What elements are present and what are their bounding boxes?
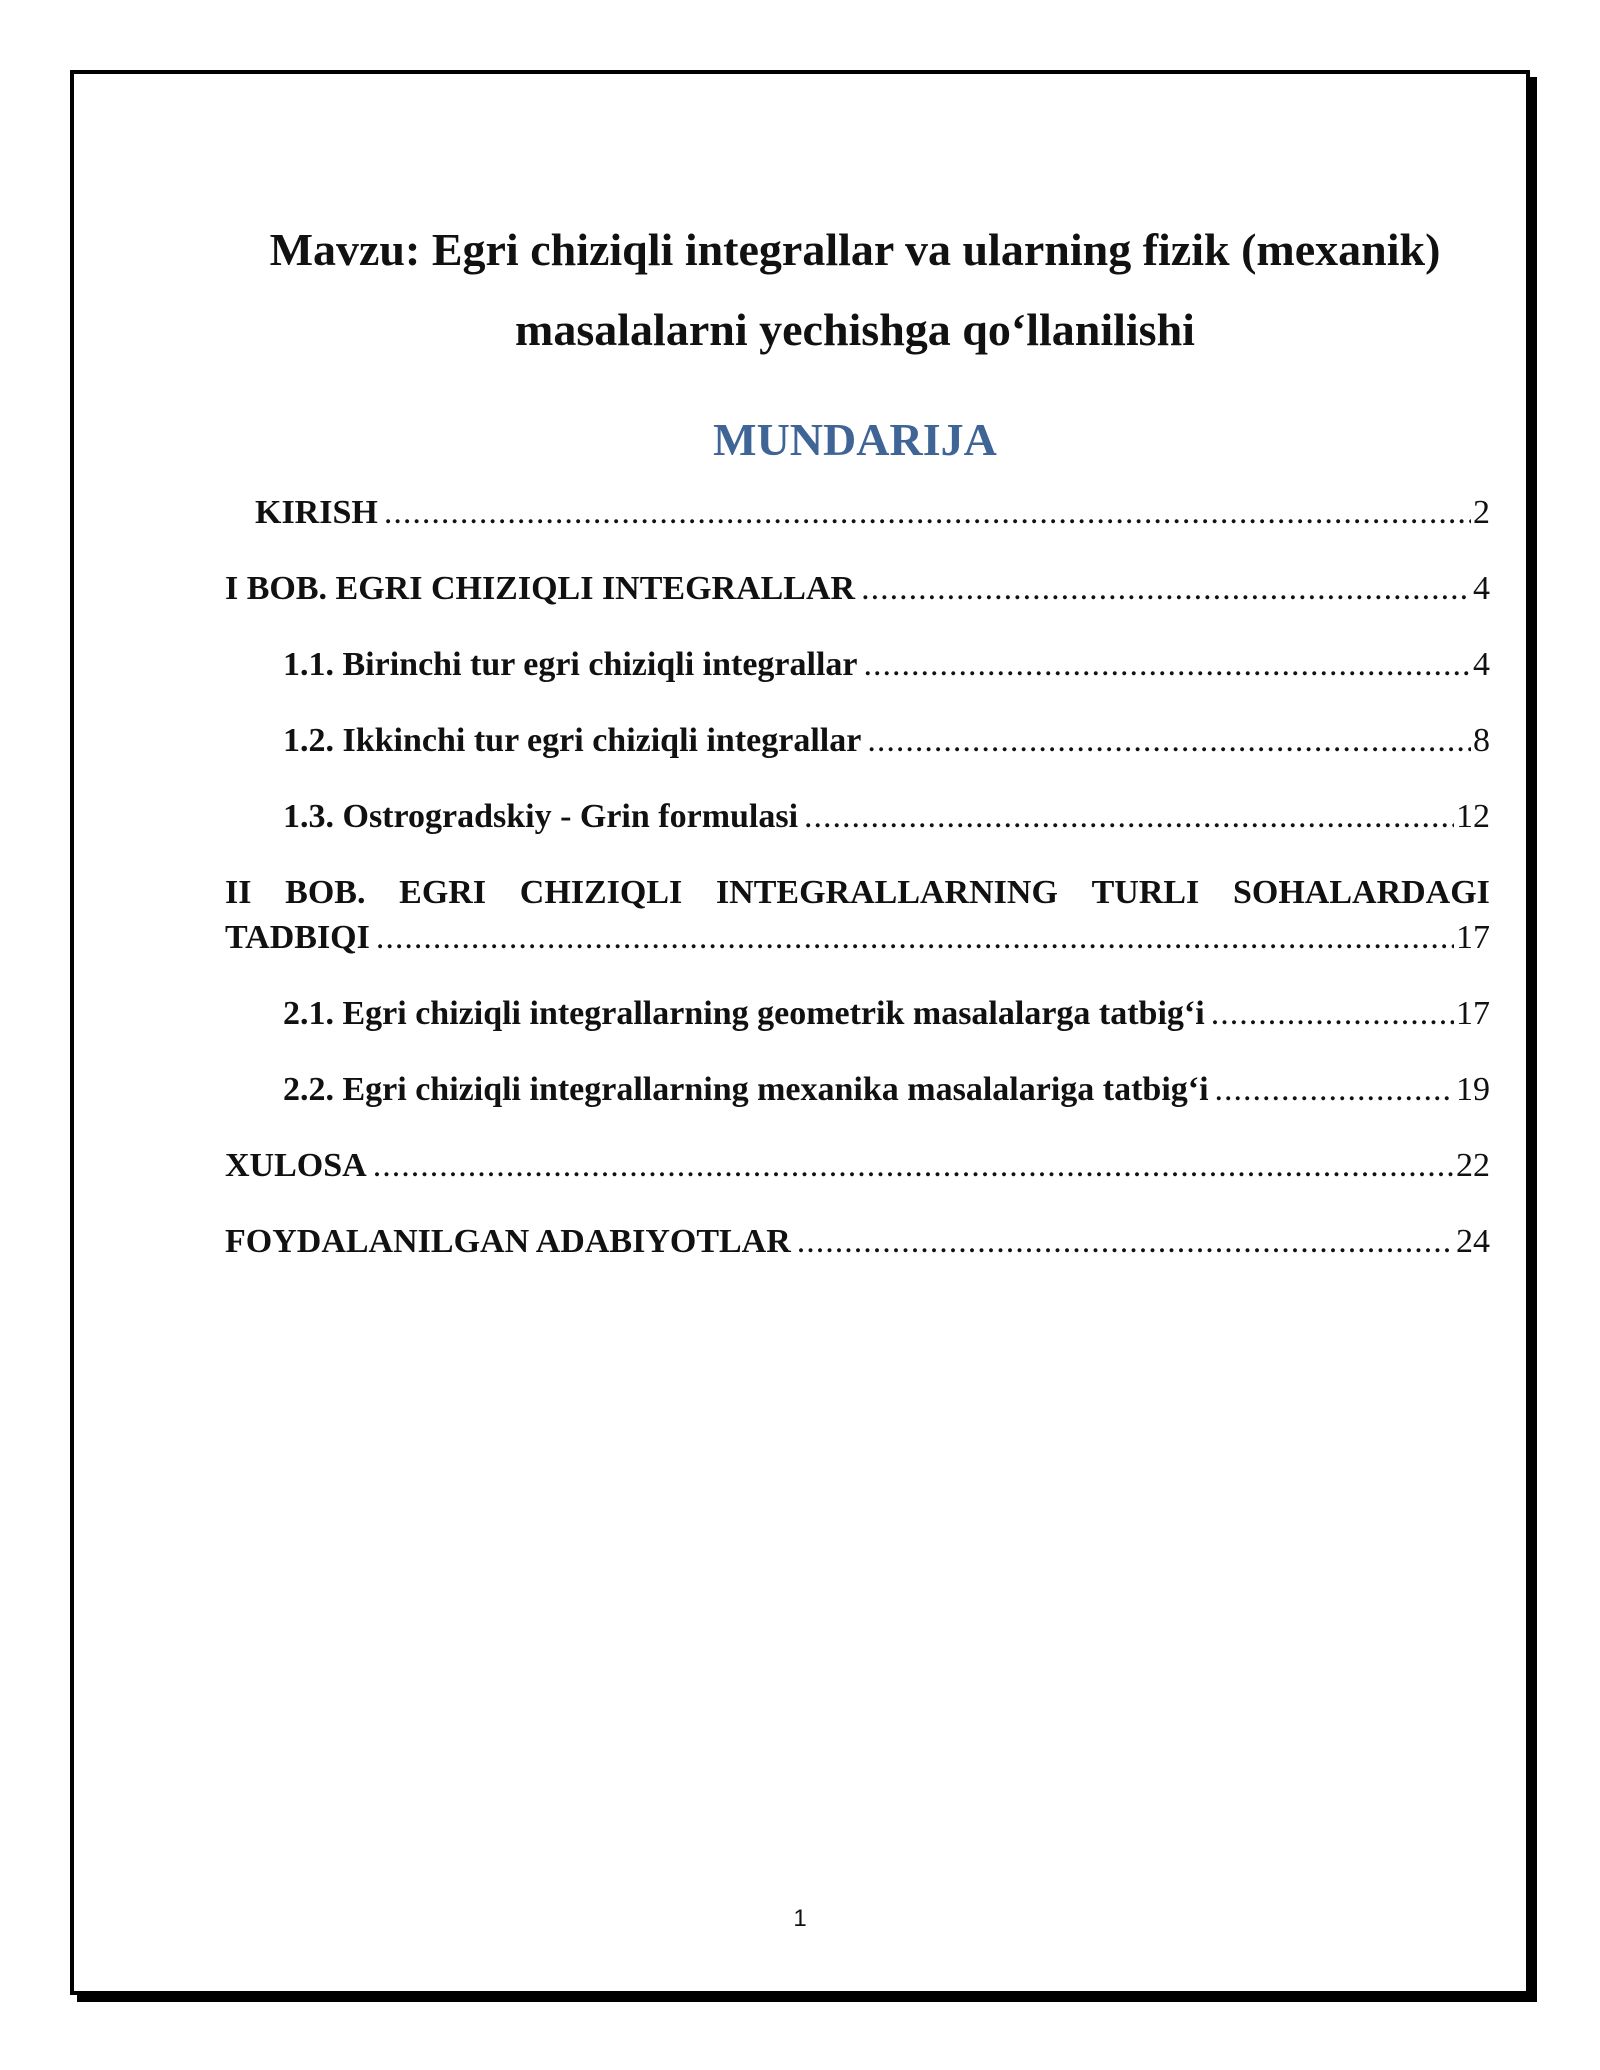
toc-entry-label: KIRISH xyxy=(255,494,378,531)
toc-entry-label: 2.1. Egri chiziqli integrallarning geometrik masalalarga tatbig‘i xyxy=(283,995,1205,1032)
table-of-contents xyxy=(225,490,1490,1295)
toc-word: BOB. xyxy=(285,874,366,911)
dot-leader xyxy=(867,718,1471,763)
toc-entry-kirish[interactable] xyxy=(225,490,1490,566)
toc-heading: MUNDARIJA xyxy=(713,414,997,465)
toc-word: TURLI xyxy=(1091,874,1200,911)
title-line-1: Mavzu: Egri chiziqli integrallar va ularning fizik (mexanik) xyxy=(269,224,1441,275)
toc-entry-page: 24 xyxy=(1456,1223,1490,1260)
toc-entry-page: 8 xyxy=(1473,722,1490,759)
dot-leader xyxy=(1215,1067,1454,1112)
page-number: 1 xyxy=(793,1905,807,1932)
toc-entry-label: 1.1. Birinchi tur egri chiziqli integrallar xyxy=(283,646,858,683)
dot-leader xyxy=(804,794,1454,839)
toc-entry-page: 4 xyxy=(1473,570,1490,607)
toc-entry-page: 17 xyxy=(1456,995,1490,1032)
document-title xyxy=(230,210,1480,370)
toc-entry-label-first-line xyxy=(225,870,1490,915)
toc-entry-adabiyotlar[interactable] xyxy=(225,1219,1490,1295)
dot-leader xyxy=(861,566,1471,611)
toc-word: SOHALARDAGI xyxy=(1232,874,1490,911)
dot-leader xyxy=(797,1219,1454,1264)
title-line-2: masalalarni yechishga qo‘llanilishi xyxy=(515,304,1195,355)
dot-leader xyxy=(373,1143,1454,1188)
toc-entry-label: 1.2. Ikkinchi tur egri chiziqli integrallar xyxy=(283,722,862,759)
toc-entry-label: TADBIQI xyxy=(225,919,370,956)
dot-leader xyxy=(384,490,1471,535)
toc-entry-page: 4 xyxy=(1473,646,1490,683)
toc-word: CHIZIQLI xyxy=(519,874,683,911)
toc-entry-page: 12 xyxy=(1456,798,1490,835)
toc-entry-section-1-2[interactable] xyxy=(225,718,1490,794)
toc-entry-chapter-1[interactable] xyxy=(225,566,1490,642)
toc-entry-section-2-2[interactable] xyxy=(225,1067,1490,1143)
toc-entry-page: 17 xyxy=(1456,919,1490,956)
dot-leader xyxy=(376,915,1454,960)
toc-entry-page: 19 xyxy=(1456,1071,1490,1108)
toc-word: EGRI xyxy=(399,874,487,911)
toc-word: INTEGRALLARNING xyxy=(715,874,1058,911)
toc-entry-page: 2 xyxy=(1473,494,1490,531)
toc-entry-section-1-1[interactable] xyxy=(225,642,1490,718)
toc-entry-label: FOYDALANILGAN ADABIYOTLAR xyxy=(225,1223,791,1260)
toc-entry-xulosa[interactable] xyxy=(225,1143,1490,1219)
toc-entry-label: 1.3. Ostrogradskiy - Grin formulasi xyxy=(283,798,799,835)
toc-word: II xyxy=(225,874,252,911)
toc-entry-label: XULOSA xyxy=(225,1147,367,1184)
toc-entry-page: 22 xyxy=(1456,1147,1490,1184)
toc-entry-label: I BOB. EGRI CHIZIQLI INTEGRALLAR xyxy=(225,570,856,607)
toc-entry-label: 2.2. Egri chiziqli integrallarning mexanika masalalariga tatbig‘i xyxy=(283,1071,1209,1108)
dot-leader xyxy=(863,642,1471,687)
toc-entry-chapter-2[interactable] xyxy=(225,870,1490,991)
toc-entry-section-2-1[interactable] xyxy=(225,991,1490,1067)
toc-entry-section-1-3[interactable] xyxy=(225,794,1490,870)
dot-leader xyxy=(1211,991,1454,1036)
